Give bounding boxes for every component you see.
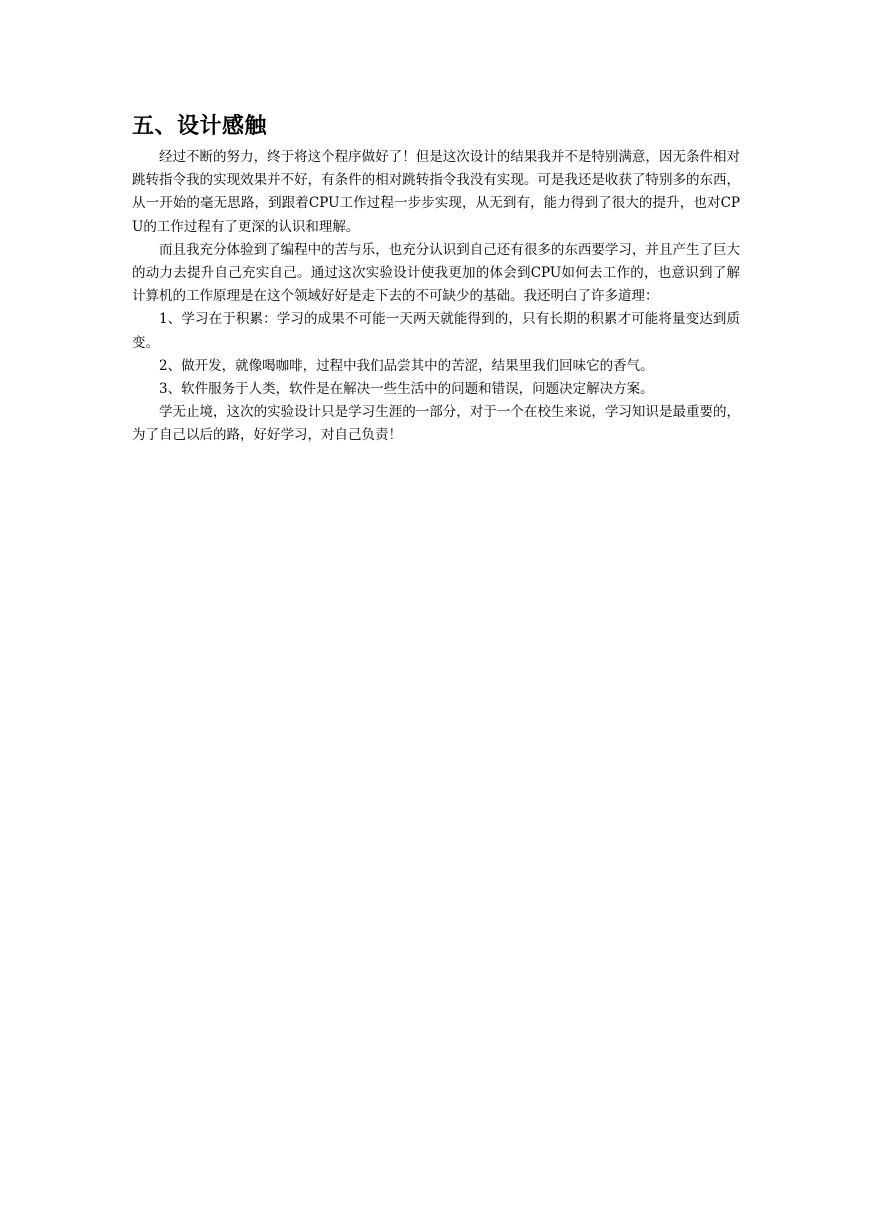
list-item-lesson-3: 3、软件服务于人类，软件是在解决一些生活中的问题和错误，问题决定解决方案。	[159, 381, 654, 398]
section-heading: 五、设计感触	[132, 114, 268, 139]
document-body	[132, 112, 740, 448]
paragraph-summary: 经过不断的努力，终于将这个程序做好了！但是这次设计的结果我并不是特别满意，因无条件相对跳转指令我的实现效果并不好，有条件的相对跳转指令我没有实现。可是我还是收获了特别多的东西，从一开始的毫无思路，到跟着CPU工作过程一步步实现，从无到有，能力得到了很大的提升，也对CPU的工作过程有了更深的认识和理解。	[132, 149, 740, 235]
paragraph-experience: 而且我充分体验到了编程中的苦与乐，也充分认识到自己还有很多的东西要学习，并且产生了巨大的动力去提升自己充实自己。通过这次实验设计使我更加的体会到CPU如何去工作的，也意识到了解计算机的工作原理是在这个领域好好是走下去的不可缺少的基础。我还明白了许多道理：	[132, 241, 740, 305]
list-item-lesson-1: 1、学习在于积累：学习的成果不可能一天两天就能得到的，只有长期的积累才可能将量变达到质变。	[132, 311, 740, 351]
paragraph-conclusion: 学无止境，这次的实验设计只是学习生涯的一部分，对于一个在校生来说，学习知识是最重要的，为了自己以后的路，好好学习，对自己负责！	[132, 404, 740, 444]
list-item-lesson-2: 2、做开发，就像喝咖啡，过程中我们品尝其中的苦涩，结果里我们回味它的香气。	[159, 357, 654, 374]
